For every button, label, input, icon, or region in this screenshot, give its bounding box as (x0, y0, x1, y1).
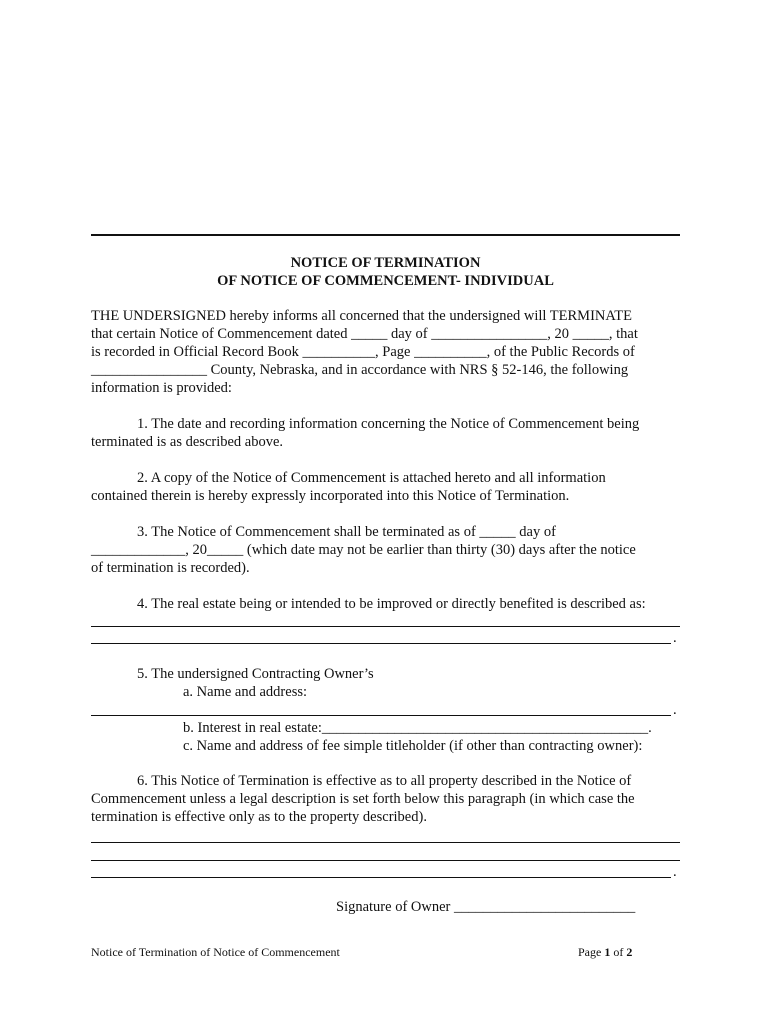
total-pages-number: 2 (626, 945, 633, 959)
item1-line-1: 1. The date and recording information concerning the Notice of Commencement being (137, 416, 640, 432)
document-subtitle: OF NOTICE OF COMMENCEMENT- INDIVIDUAL (217, 273, 554, 289)
item6-line-1: 6. This Notice of Termination is effective as to all property described in the Notice of (137, 773, 632, 789)
footer-document-name: Notice of Termination of Notice of Commencement (91, 945, 340, 959)
item6-line-3: termination is effective only as to the property described). (91, 809, 427, 825)
item6-blank-line-3 (91, 877, 671, 878)
item4-line: 4. The real estate being or intended to be improved or directly benefited is described as: (137, 596, 646, 612)
item5-a-label: a. Name and address: (183, 684, 308, 700)
intro-line-1: THE UNDERSIGNED hereby informs all concerned that the undersigned will TERMINATE (91, 308, 632, 324)
intro-line-3: is recorded in Official Record Book __________, Page __________, of the Public Records of (91, 344, 635, 360)
item5-a-period: . (673, 702, 677, 718)
intro-line-5: information is provided: (91, 380, 232, 396)
item2-line-1: 2. A copy of the Notice of Commencement is attached hereto and all information (137, 470, 606, 486)
item6-blank-line-2 (91, 860, 680, 861)
item5-c-label: c. Name and address of fee simple titleholder (if other than contracting owner): (183, 738, 643, 754)
page-indicator (578, 945, 632, 960)
document-title: NOTICE OF TERMINATION (290, 255, 481, 271)
item4-period: . (673, 630, 677, 646)
owner-signature-line: Signature of Owner _________________________ (336, 899, 636, 915)
item3-line-2: _____________, 20_____ (which date may not be earlier than thirty (30) days after the notice (91, 542, 636, 558)
item5-b-label: b. Interest in real estate:_____________________________________________. (183, 720, 652, 736)
item3-line-3: of termination is recorded). (91, 560, 250, 576)
item4-blank-line-1 (91, 626, 680, 627)
intro-line-4: ________________ County, Nebraska, and in accordance with NRS § 52-146, the following (91, 362, 629, 378)
page-label: Page (578, 945, 602, 959)
item2-line-2: contained therein is hereby expressly incorporated into this Notice of Termination. (91, 488, 570, 504)
item6-period: . (673, 864, 677, 880)
item6-line-2: Commencement unless a legal description is set forth below this paragraph (in which case the (91, 791, 635, 807)
item1-line-2: terminated is as described above. (91, 434, 284, 450)
page-of-label: of (613, 945, 624, 959)
item3-line-1: 3. The Notice of Commencement shall be terminated as of _____ day of (137, 524, 556, 540)
item4-blank-line-2 (91, 643, 671, 644)
intro-line-2: that certain Notice of Commencement dated _____ day of ________________, 20 _____, that (91, 326, 638, 342)
item5-a-blank-line (91, 715, 671, 716)
item6-blank-line-1 (91, 842, 680, 843)
item5-heading: 5. The undersigned Contracting Owner’s (137, 666, 374, 682)
header-rule (91, 234, 680, 236)
current-page-number: 1 (604, 945, 611, 959)
